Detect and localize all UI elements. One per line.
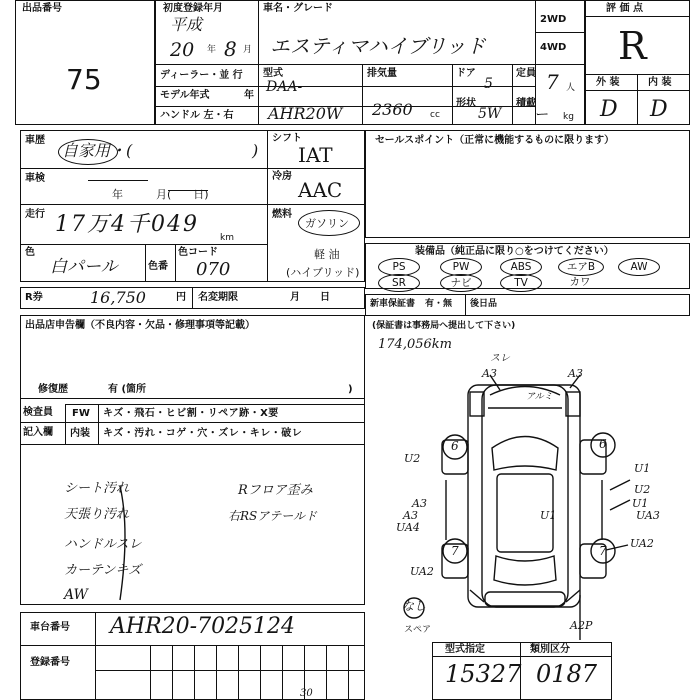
model-no-label: 型式指定 [445, 644, 485, 655]
plate-grid-line [282, 645, 283, 700]
warranty-value: 有・無 [425, 299, 453, 309]
plate-grid-line [194, 645, 195, 700]
equipment-item-0: PS [378, 258, 420, 276]
equipment-item-3: エアB [558, 258, 604, 276]
model-year-label: モデル年式 [160, 90, 210, 101]
name-limit-text: 月 日 [290, 292, 330, 303]
diag-mark-u2-right: U2 [634, 483, 651, 496]
plate-grid-line [238, 645, 239, 700]
ac-label: 冷房 [272, 171, 292, 182]
fw-label: FW [72, 408, 90, 419]
inspection-label: 車検 [25, 173, 45, 184]
diag-mark-7-right: 7 [599, 544, 607, 558]
color-code-label: 色コード [178, 247, 218, 258]
shape-value: 5W [478, 106, 502, 122]
first-reg-label: 初度登録年月 [163, 3, 223, 14]
report-label: 出品店申告欄（不良内容・欠品・修理事項等記載） [25, 320, 255, 331]
diag-mark-u1-a: U1 [634, 462, 651, 475]
note-left-3: ハンドルスレ [64, 537, 142, 552]
diag-mark-spare: スペア [404, 625, 432, 635]
ac-value: AAC [298, 178, 343, 202]
car-name: エスティマハイブリッド [270, 34, 486, 58]
shift-label: シフト [272, 133, 302, 144]
diag-mark-6-left: 6 [451, 439, 459, 453]
warranty-note: (保証書は事務局へ提出して下さい) [372, 321, 516, 331]
lot-label: 出品番号 [22, 3, 62, 14]
fw-text: キズ・飛石・ヒビ割・リペア跡・X要 [103, 408, 279, 419]
note-left-1: シート汚れ [64, 481, 130, 496]
plate-grid-line [348, 645, 349, 700]
diag-mark-a3-side: A3 [412, 497, 427, 510]
plate-grid-line [260, 645, 261, 700]
diag-mark-nashi: なし [402, 599, 427, 613]
equipment-item-1: PW [440, 258, 482, 276]
dealer-label: ディーラー・並 行 [160, 70, 243, 81]
load-label: 積載 [516, 98, 536, 109]
plate-label: 登録番号 [30, 657, 70, 668]
door-value: 5 [484, 76, 493, 92]
capacity-unit: 人 [566, 83, 576, 93]
diag-mark-7-left: 7 [451, 544, 459, 558]
repair-text: 有 (箇所 [108, 384, 147, 395]
equipment-item-2: ABS [500, 258, 542, 276]
history-label: 車歴 [25, 135, 45, 146]
history-close: ) [252, 141, 259, 160]
grade-label: 評 価 点 [606, 3, 643, 14]
color-label: 色 [25, 247, 35, 258]
footer-mark: 30 [300, 688, 313, 699]
shape-label: 形状 [456, 98, 476, 109]
equipment-label: 装備品（純正品に限り○をつけてください） [415, 246, 614, 257]
plate-grid-line [172, 645, 173, 700]
note-left-2: 天張り汚れ [64, 507, 130, 522]
month-unit: 月 [243, 45, 253, 55]
fuel-diesel: 軽 油 [314, 248, 340, 261]
entry-label: 記入欄 [23, 427, 53, 438]
diag-mark-sure: スレ [490, 353, 510, 364]
diag-mark-a2p: A2P [570, 619, 593, 632]
year-unit: 年 [207, 45, 217, 55]
reg-year: 20 [170, 39, 195, 61]
type-label: 型式 [263, 68, 283, 79]
diag-mark-a3-right: A3 [568, 367, 583, 380]
repair-label: 修復歴 [38, 384, 68, 395]
note-right-1: Rフロア歪み [238, 483, 313, 498]
interior-grade: D [650, 97, 668, 122]
fuel-gasoline: ガソリン [305, 217, 349, 230]
shift-value: IAT [298, 143, 333, 167]
note-left-5: AW [64, 587, 88, 603]
4wd-label: 4WD [540, 42, 567, 53]
fuel-label: 燃料 [272, 209, 292, 220]
interior-check-label: 内装 [70, 428, 90, 439]
diag-mark-a3-left: A3 [482, 367, 497, 380]
mileage-label: 走行 [25, 209, 45, 220]
diag-mark-ua2-left: UA2 [410, 565, 434, 578]
diag-mark-alumi: アルミ [526, 392, 553, 402]
type-value: DAA- [266, 79, 303, 95]
door-label: ドア [456, 68, 476, 79]
odometer-note: 174,056km [378, 337, 452, 352]
interior-check-text: キズ・汚れ・コゲ・穴・ズレ・キレ・破レ [103, 428, 303, 439]
color-no-label: 色番 [148, 261, 168, 272]
grade-value: R [618, 24, 647, 68]
diag-mark-a3-lower: A3 [403, 509, 418, 522]
capacity-value: 7 [546, 70, 559, 94]
interior-label: 内 装 [648, 77, 672, 88]
recycle-value: 16,750 [90, 288, 146, 307]
reg-month: 8 [224, 37, 237, 61]
equipment-item-6: ナビ [440, 274, 482, 292]
inspector-label: 検査員 [23, 407, 53, 418]
sales-label: セールスポイント（正常に機能するものに限ります） [375, 135, 615, 146]
model-no-value: 15327 [445, 660, 522, 688]
chassis-label: 車台番号 [30, 622, 70, 633]
diag-mark-ua4: UA4 [396, 521, 420, 534]
model-code: AHR20W [268, 104, 343, 123]
fuel-hybrid: (ハイブリッド) [286, 266, 360, 279]
name-limit-label: 名変期限 [198, 292, 238, 303]
mileage-value: 17万4千049 [55, 212, 199, 237]
diag-mark-u1-b: U1 [632, 497, 649, 510]
displacement-value: 2360 [372, 100, 413, 119]
history-value: 自家用・( [62, 141, 133, 160]
after-label: 後日品 [470, 299, 498, 309]
color-code-value: 070 [196, 259, 231, 280]
recycle-label: R券 [25, 292, 43, 303]
capacity-label: 定員 [516, 68, 536, 79]
car-name-label: 車名・グレード [263, 3, 333, 14]
inspection-text: 年 月( 日) [112, 188, 209, 201]
exterior-grade: D [600, 97, 618, 122]
chassis-value: AHR20-7025124 [110, 614, 296, 639]
cc-unit: cc [430, 110, 440, 120]
model-year-unit: 年 [244, 90, 254, 101]
diag-mark-u1-center: U1 [540, 509, 557, 522]
plate-grid-line [150, 645, 151, 700]
warranty-label: 新車保証書 [370, 299, 416, 309]
yen-unit: 円 [176, 292, 186, 303]
class-label: 類別区分 [530, 644, 570, 655]
note-left-4: カーテンキズ [64, 563, 142, 578]
plate-grid-line [326, 645, 327, 700]
plate-grid-line [216, 645, 217, 700]
equipment-item-4: AW [618, 258, 660, 276]
2wd-label: 2WD [540, 14, 567, 25]
km-unit: km [220, 233, 234, 243]
color-value: 白パール [50, 257, 118, 277]
diag-mark-ua2-right: UA2 [630, 537, 654, 550]
exterior-label: 外 装 [596, 77, 620, 88]
note-right-2: 右RSアテールド [228, 509, 318, 523]
diag-mark-6-right: 6 [599, 437, 607, 451]
equipment-item-7: TV [500, 274, 542, 292]
steering-label: ハンドル 左・右 [160, 110, 234, 121]
class-value: 0187 [536, 660, 598, 688]
kg-unit: kg [563, 112, 574, 122]
diag-mark-u2-left: U2 [404, 452, 421, 465]
era-value: 平成 [170, 15, 203, 34]
displacement-label: 排気量 [367, 68, 397, 79]
load-value: ー [534, 107, 548, 123]
equipment-item-8: カワ [569, 276, 591, 288]
diag-mark-ua3: UA3 [636, 509, 660, 522]
lot-number: 75 [66, 63, 102, 96]
equipment-item-5: SR [378, 274, 420, 292]
